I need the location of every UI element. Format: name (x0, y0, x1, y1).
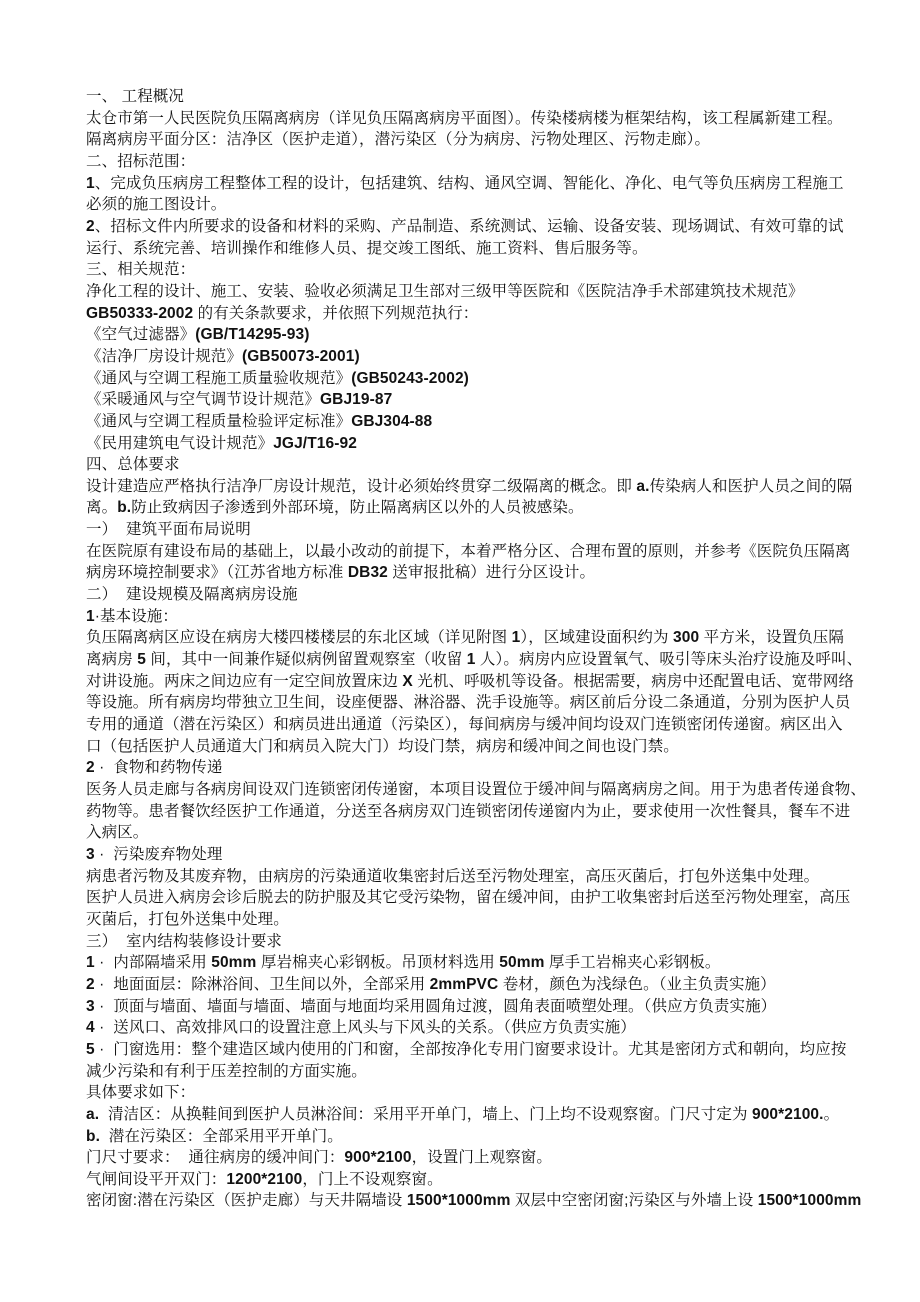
latin-text: 50mm (499, 954, 545, 972)
doc-line: 药物等。患者餐饮经医护工作通道，分送至各病房双门连锁密闭传递窗内为止，要求使用一次性餐具，餐车不进 (86, 802, 851, 820)
doc-line: 四、总体要求 (86, 456, 180, 474)
doc-line: 医护人员进入病房会诊后脱去的防护服及其它受污染物，留在缓冲间，由护工收集密封后送至污物处理室，高压 (86, 889, 851, 907)
doc-line: 病房环境控制要求》（江苏省地方标准 DB32 送审报批稿）进行分区设计。 (86, 564, 596, 582)
latin-text: (GB/T14295-93) (195, 326, 310, 344)
doc-line: 1、完成负压病房工程整体工程的设计，包括建筑、结构、通风空调、智能化、净化、电气等负压病房工程施工 (86, 174, 844, 192)
latin-text: a. (636, 477, 650, 495)
doc-line: 必须的施工图设计。 (86, 196, 227, 214)
latin-text: 3 (86, 845, 95, 863)
latin-text: 50mm (211, 954, 257, 972)
latin-text: a. (86, 1105, 100, 1123)
latin-text: X (402, 672, 413, 690)
doc-line: 口（包括医护人员通道大门和病员入院大门）均设门禁，病房和缓冲间之间也设门禁。 (86, 737, 679, 755)
latin-text: 900*2100. (751, 1105, 824, 1123)
doc-line: 5 · 门窗选用：整个建造区域内使用的门和窗，全部按净化专用门窗要求设计。尤其是密闭方式和朝向，均应按 (86, 1040, 847, 1058)
doc-line: 《民用建筑电气设计规范》JGJ/T16-92 (86, 434, 357, 452)
doc-line: 运行、系统完善、培训操作和维修人员、提交竣工图纸、施工资料、售后服务等。 (86, 239, 648, 257)
doc-line: a. 清洁区：从换鞋间到医护人员淋浴间：采用平开单门，墙上、门上均不设观察窗。门尺寸定为 900*2100.。 (86, 1105, 840, 1123)
doc-line: 门尺寸要求： 通往病房的缓冲间门：900*2100，设置门上观察窗。 (86, 1149, 553, 1167)
doc-line: 病患者污物及其废弃物，由病房的污染通道收集密封后送至污物处理室，高压灭菌后，打包外送集中处理。 (86, 867, 820, 885)
latin-text: (GB50073-2001) (242, 347, 360, 365)
latin-text: 1 (466, 651, 476, 669)
latin-text: 900*2100 (344, 1149, 412, 1167)
latin-text: 2 (86, 975, 95, 993)
doc-line: 减少污染和有利于压差控制的方面实施。 (86, 1062, 367, 1080)
latin-text: DB32 (347, 564, 388, 582)
latin-text: 1500*1000mm (406, 1192, 511, 1210)
doc-line: 3 · 污染废弃物处理 (86, 845, 223, 863)
doc-line: GB50333-2002 的有关条款要求，并依照下列规范执行： (86, 304, 479, 322)
doc-line: 三） 室内结构装修设计要求 (86, 932, 283, 950)
doc-line: 1·基本设施： (86, 607, 178, 625)
latin-text: (GB50243-2002) (351, 369, 469, 387)
doc-line: 1 · 内部隔墙采用 50mm 厚岩棉夹心彩钢板。吊顶材料选用 50mm 厚手工岩棉夹心彩钢板。 (86, 954, 721, 972)
doc-line: 密闭窗:潜在污染区（医护走廊）与天井隔墙设 1500*1000mm 双层中空密闭窗;污染区与外墙上设 1500*1000mm (86, 1192, 862, 1210)
doc-line: 2、招标文件内所要求的设备和材料的采购、产品制造、系统测试、运输、设备安装、现场调试、有效可靠的试 (86, 217, 844, 235)
latin-text: 1500*1000mm (757, 1192, 862, 1210)
doc-line: 一、 工程概况 (86, 88, 185, 105)
doc-line: 三、相关规范： (86, 261, 196, 279)
latin-text: 1 (86, 174, 95, 192)
doc-line: 4 · 送风口、高效排风口的设置注意上风头与下风头的关系。（供应方负责实施） (86, 1019, 636, 1037)
doc-line: b. 潜在污染区：全部采用平开单门。 (86, 1127, 343, 1145)
latin-text: 1 (86, 607, 95, 625)
latin-text: 1 (511, 629, 521, 647)
doc-line: 灭菌后，打包外送集中处理。 (86, 910, 289, 928)
latin-text: 4 (86, 1019, 95, 1037)
doc-line: 设计建造应严格执行洁净厂房设计规范，设计必须始终贯穿二级隔离的概念。即 a.传染病人和医护人员之间的隔 (86, 477, 853, 495)
doc-line: 《空气过滤器》(GB/T14295-93) (86, 326, 310, 344)
doc-line: 二、招标范围： (86, 152, 196, 170)
document-body (86, 86, 912, 1212)
doc-line: 3 · 顶面与墙面、墙面与墙面、墙面与地面均采用圆角过渡，圆角表面喷塑处理。（供应方负责实施） (86, 997, 777, 1015)
latin-text: b. (117, 499, 132, 517)
doc-line: 太仓市第一人民医院负压隔离病房（详见负压隔离病房平面图）。传染楼病楼为框架结构，该工程属新建工程。 (86, 109, 843, 127)
doc-line: 气闸间设平开双门：1200*2100，门上不设观察窗。 (86, 1170, 443, 1188)
doc-line: 净化工程的设计、施工、安装、验收必须满足卫生部对三级甲等医院和《医院洁净手术部建筑技术规范》 (86, 282, 804, 300)
doc-line: 专用的通道（潜在污染区）和病员进出通道（污染区），每间病房与缓冲间均设双门连锁密闭传递窗。病区出入 (86, 716, 843, 734)
doc-line: 在医院原有建设布局的基础上，以最小改动的前提下，本着严格分区、合理布置的原则，并参考《医院负压隔离 (86, 542, 851, 560)
doc-line: 《通风与空调工程施工质量验收规范》(GB50243-2002) (86, 369, 469, 387)
latin-text: 2 (86, 217, 95, 235)
doc-line: 一） 建筑平面布局说明 (86, 521, 251, 539)
doc-line: 医务人员走廊与各病房间设双门连锁密闭传递窗，本项目设置位于缓冲间与隔离病房之间。用于为患者传递食物、 (86, 781, 867, 798)
latin-text: 5 (86, 1040, 95, 1058)
doc-line: 等设施。所有病房均带独立卫生间，设座便器、淋浴器、洗手设施等。病区前后分设二条通道，分别为医护人员 (86, 694, 851, 712)
latin-text: GB50333-2002 (86, 304, 194, 322)
doc-line: 负压隔离病区应设在病房大楼四楼楼层的东北区域（详见附图 1），区域建设面积约为 300 平方米，设置负压隔 (86, 629, 844, 647)
latin-text: JGJ/T16-92 (273, 434, 357, 452)
doc-line: 对讲设施。两床之间边应有一定空间放置床边 X 光机、呼吸机等设备。根据需要，病房中还配置电话、宽带网络 (86, 672, 855, 690)
doc-line: 二） 建设规模及隔离病房设施 (86, 586, 298, 604)
latin-text: 1 (86, 954, 95, 972)
latin-text: 5 (137, 651, 146, 669)
doc-line: 《通风与空调工程质量检验评定标准》GBJ304-88 (86, 412, 433, 430)
doc-line: 2 · 地面面层：除淋浴间、卫生间以外，全部采用 2mmPVC 卷材，颜色为浅绿色。（业主负责实施） (86, 975, 776, 993)
latin-text: 3 (86, 997, 95, 1015)
doc-line: 入病区。 (86, 824, 149, 842)
latin-text: 2 (86, 759, 95, 777)
latin-text: GBJ19-87 (320, 391, 393, 409)
doc-line: 离。b.防止致病因子渗透到外部环境，防止隔离病区以外的人员被感染。 (86, 499, 584, 517)
doc-line: 《采暖通风与空气调节设计规范》GBJ19-87 (86, 391, 393, 409)
latin-text: 2mmPVC (429, 975, 499, 993)
doc-line: 离病房 5 间，其中一间兼作疑似病例留置观察室（收留 1 人）。病房内应设置氧气、吸引等床头治疗设施及呼叫、 (86, 651, 863, 669)
latin-text: 1200*2100 (226, 1170, 303, 1188)
latin-text: b. (86, 1127, 100, 1145)
latin-text: GBJ304-88 (351, 412, 433, 430)
doc-line: 《洁净厂房设计规范》(GB50073-2001) (86, 347, 360, 365)
doc-line: 具体要求如下： (86, 1084, 196, 1102)
latin-text: 300 (673, 629, 700, 647)
doc-line: 隔离病房平面分区：洁净区（医护走道），潜污染区（分为病房、污物处理区、污物走廊）。 (86, 131, 711, 149)
doc-line: 2 · 食物和药物传递 (86, 759, 223, 777)
